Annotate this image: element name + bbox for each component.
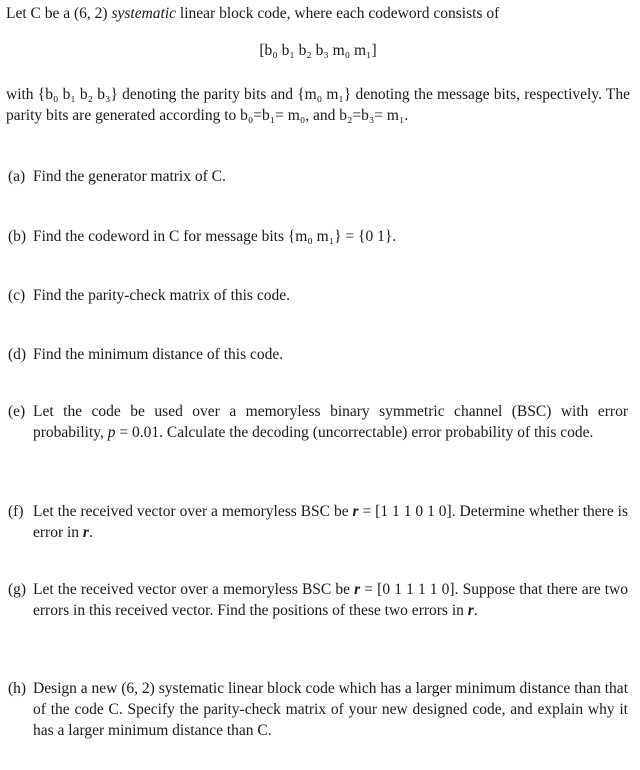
question-label: (d) (8, 346, 27, 363)
question-label: (h) (8, 680, 27, 697)
question-text: Let the received vector over a memoryless BSC be (33, 581, 355, 598)
question-text: Find the generator matrix of C. (33, 168, 226, 185)
question-text: Design a new (6, 2) systematic linear block code which has a larger minimum distance than that of the code C. Specify the parity-check matrix of your new designed code, and explain why it has a larger minimum distance than C. (33, 680, 628, 739)
variable-r: r (352, 503, 359, 520)
question-label: (g) (8, 581, 27, 598)
question-label: (b) (8, 228, 27, 245)
question-a (8, 166, 628, 187)
question-text-end: . (88, 524, 93, 541)
question-text: Let the code be used over a memoryless binary symmetric channel (BSC) with error probability, (33, 403, 628, 441)
variable-p: p (107, 424, 116, 441)
intro-text: Let C be a (6, 2) (6, 5, 112, 22)
intro-line1 (6, 3, 630, 24)
question-text: Find the minimum distance of this code. (33, 346, 284, 363)
question-h (8, 678, 628, 741)
intro-text-end: linear block code, where each codeword consists of (176, 5, 500, 22)
variable-r: r (354, 581, 361, 598)
question-e (8, 401, 628, 443)
question-f (8, 501, 628, 543)
question-text: Let the received vector over a memoryless BSC be (33, 503, 353, 520)
question-label: (c) (8, 287, 26, 304)
question-label: (e) (8, 403, 26, 420)
variable-r: r (467, 602, 474, 619)
question-text: Find the parity-check matrix of this code. (33, 287, 290, 304)
question-text: Find the codeword in C for message bits {m₀ m₁} = {0 1}. (33, 228, 397, 245)
question-text-end: = 0.01. Calculate the decoding (uncorrectable) error probability of this code. (115, 424, 594, 441)
question-label: (a) (8, 168, 26, 185)
question-c (8, 285, 628, 306)
codeword-format: [b₀ b₁ b₂ b₃ m₀ m₁] (259, 42, 377, 59)
question-g (8, 579, 628, 621)
intro-systematic: systematic (111, 5, 177, 22)
question-text-end: . (473, 602, 478, 619)
question-d (8, 344, 628, 365)
variable-r: r (82, 524, 89, 541)
question-text-mid: = [1 1 1 0 1 0]. Determine whether there is error in (33, 503, 628, 541)
question-b (8, 226, 628, 247)
question-text-mid: = [0 1 1 1 1 0]. Suppose that there are two errors in this received vector. Find the positions of these two errors in (33, 581, 628, 619)
intro-paragraph: with {b₀ b₁ b₂ b₃} denoting the parity bits and {m₀ m₁} denoting the message bits, respectively. The parity bits are generated according to b₀=b₁= m₀, and b₂=b₃= m₁. (6, 86, 630, 124)
question-label: (f) (8, 503, 24, 520)
